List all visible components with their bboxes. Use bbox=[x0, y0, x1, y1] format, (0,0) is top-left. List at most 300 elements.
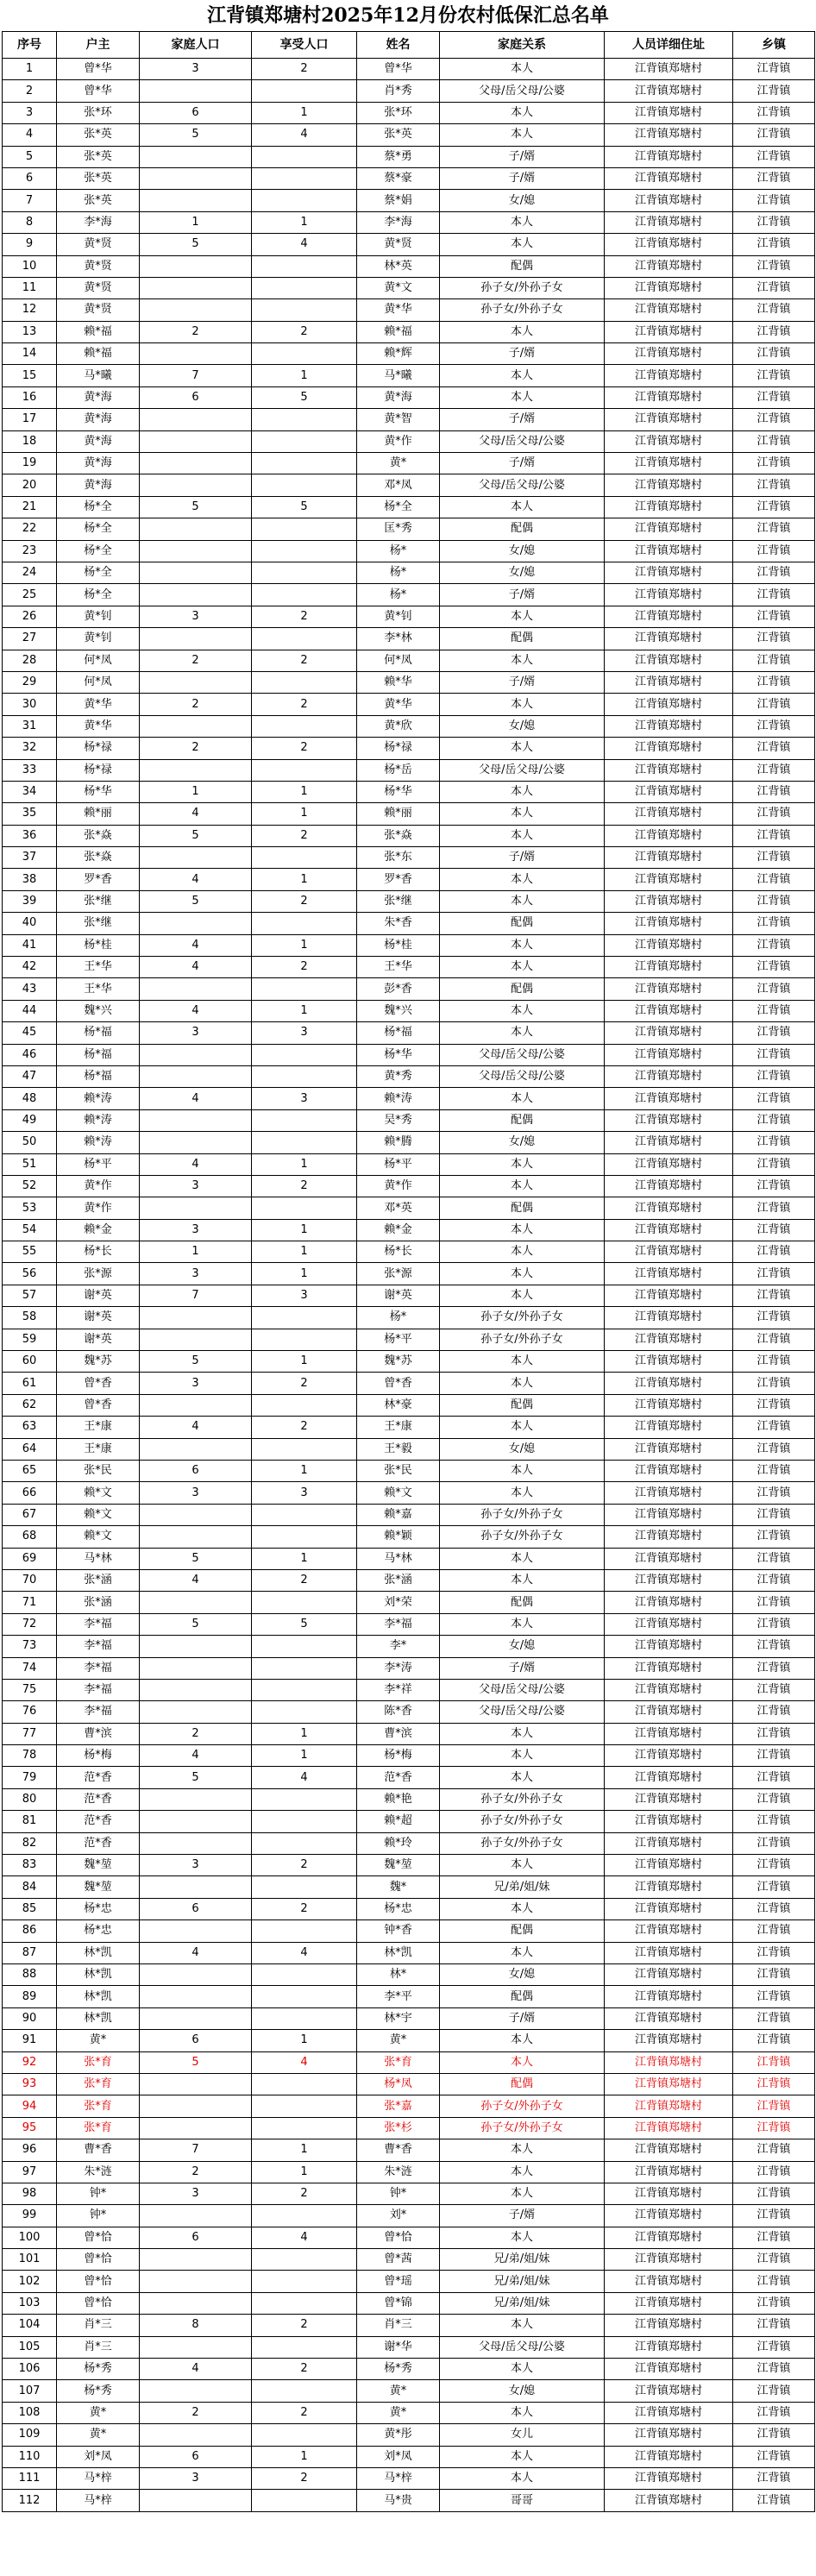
cell-name: 黄*海 bbox=[357, 386, 440, 408]
cell-name: 彭*香 bbox=[357, 978, 440, 1000]
cell-family-size: 3 bbox=[140, 1263, 252, 1285]
cell-benefit-count: 1 bbox=[252, 1241, 357, 1263]
cell-name: 杨* bbox=[357, 562, 440, 583]
cell-name: 杨*全 bbox=[357, 496, 440, 518]
cell-benefit-count bbox=[252, 1065, 357, 1087]
table-row bbox=[3, 934, 815, 956]
cell-family-size bbox=[140, 978, 252, 1000]
table-row bbox=[3, 2336, 815, 2358]
cell-address: 江背镇郑塘村 bbox=[605, 1175, 733, 1197]
cell-township: 江背镇 bbox=[733, 715, 815, 737]
cell-seq: 30 bbox=[3, 694, 57, 715]
cell-family-size: 2 bbox=[140, 738, 252, 759]
cell-name: 邓*英 bbox=[357, 1197, 440, 1219]
cell-benefit-count bbox=[252, 1963, 357, 1985]
table-row bbox=[3, 1373, 815, 1394]
cell-seq: 53 bbox=[3, 1197, 57, 1219]
cell-relationship: 本人 bbox=[440, 102, 605, 123]
cell-address: 江背镇郑塘村 bbox=[605, 584, 733, 606]
cell-township: 江背镇 bbox=[733, 167, 815, 189]
cell-family-size: 7 bbox=[140, 1285, 252, 1306]
cell-relationship: 本人 bbox=[440, 1285, 605, 1306]
cell-seq: 97 bbox=[3, 2161, 57, 2183]
cell-name: 黄*作 bbox=[357, 1175, 440, 1197]
cell-address: 江背镇郑塘村 bbox=[605, 1504, 733, 1525]
cell-family-size bbox=[140, 190, 252, 211]
cell-householder: 黄*作 bbox=[57, 1197, 140, 1219]
cell-address: 江背镇郑塘村 bbox=[605, 1307, 733, 1329]
cell-relationship: 孙子女/外孙子女 bbox=[440, 1307, 605, 1329]
cell-address: 江背镇郑塘村 bbox=[605, 2424, 733, 2446]
cell-address: 江背镇郑塘村 bbox=[605, 890, 733, 912]
cell-family-size: 2 bbox=[140, 2402, 252, 2423]
cell-name: 赖*涛 bbox=[357, 1088, 440, 1109]
table-row bbox=[3, 474, 815, 496]
cell-benefit-count bbox=[252, 1526, 357, 1548]
cell-benefit-count bbox=[252, 1197, 357, 1219]
cell-name: 张*环 bbox=[357, 102, 440, 123]
cell-householder: 林*凯 bbox=[57, 2007, 140, 2029]
table-row bbox=[3, 1855, 815, 1876]
cell-benefit-count: 4 bbox=[252, 124, 357, 146]
cell-relationship: 配偶 bbox=[440, 913, 605, 934]
table-row bbox=[3, 321, 815, 342]
cell-relationship: 本人 bbox=[440, 1548, 605, 1569]
cell-relationship: 本人 bbox=[440, 1855, 605, 1876]
cell-seq: 43 bbox=[3, 978, 57, 1000]
cell-address: 江背镇郑塘村 bbox=[605, 277, 733, 298]
table-row bbox=[3, 1109, 815, 1131]
cell-benefit-count bbox=[252, 1109, 357, 1131]
cell-address: 江背镇郑塘村 bbox=[605, 2117, 733, 2139]
table-row bbox=[3, 2073, 815, 2095]
cell-benefit-count: 1 bbox=[252, 1745, 357, 1767]
cell-township: 江背镇 bbox=[733, 913, 815, 934]
cell-relationship: 子/婿 bbox=[440, 146, 605, 167]
cell-name: 黄* bbox=[357, 2030, 440, 2051]
cell-name: 杨* bbox=[357, 540, 440, 562]
cell-seq: 44 bbox=[3, 1000, 57, 1021]
table-row bbox=[3, 2183, 815, 2204]
cell-seq: 82 bbox=[3, 1832, 57, 1854]
cell-name: 林*英 bbox=[357, 255, 440, 277]
table-row bbox=[3, 1613, 815, 1635]
cell-relationship: 本人 bbox=[440, 1482, 605, 1504]
cell-benefit-count: 2 bbox=[252, 1569, 357, 1591]
cell-address: 江背镇郑塘村 bbox=[605, 628, 733, 650]
cell-benefit-count bbox=[252, 913, 357, 934]
cell-householder: 张*涵 bbox=[57, 1592, 140, 1613]
table-row bbox=[3, 2424, 815, 2446]
table-row bbox=[3, 825, 815, 846]
cell-township: 江背镇 bbox=[733, 2359, 815, 2380]
cell-relationship: 本人 bbox=[440, 2161, 605, 2183]
cell-address: 江背镇郑塘村 bbox=[605, 1855, 733, 1876]
cell-benefit-count bbox=[252, 2424, 357, 2446]
cell-township: 江背镇 bbox=[733, 146, 815, 167]
cell-name: 张*东 bbox=[357, 847, 440, 869]
cell-relationship: 本人 bbox=[440, 1723, 605, 1744]
cell-relationship: 本人 bbox=[440, 1745, 605, 1767]
cell-name: 曾*茜 bbox=[357, 2249, 440, 2271]
cell-name: 杨*平 bbox=[357, 1153, 440, 1175]
cell-name: 蔡*豪 bbox=[357, 167, 440, 189]
table-row bbox=[3, 1285, 815, 1306]
cell-seq: 93 bbox=[3, 2073, 57, 2095]
cell-family-size: 7 bbox=[140, 2139, 252, 2161]
cell-family-size: 4 bbox=[140, 1088, 252, 1109]
cell-householder: 张*英 bbox=[57, 124, 140, 146]
table-row bbox=[3, 1153, 815, 1175]
table-row bbox=[3, 1569, 815, 1591]
cell-address: 江背镇郑塘村 bbox=[605, 1417, 733, 1438]
cell-relationship: 配偶 bbox=[440, 1394, 605, 1416]
cell-township: 江背镇 bbox=[733, 1329, 815, 1350]
cell-benefit-count bbox=[252, 1657, 357, 1679]
cell-householder: 黄*作 bbox=[57, 1175, 140, 1197]
table-row bbox=[3, 650, 815, 671]
cell-householder: 曾*华 bbox=[57, 80, 140, 102]
cell-name: 杨*华 bbox=[357, 781, 440, 802]
cell-relationship: 女/媳 bbox=[440, 562, 605, 583]
cell-address: 江背镇郑塘村 bbox=[605, 694, 733, 715]
table-row bbox=[3, 1329, 815, 1350]
cell-family-size: 1 bbox=[140, 781, 252, 802]
table-row bbox=[3, 2007, 815, 2029]
cell-address: 江背镇郑塘村 bbox=[605, 1197, 733, 1219]
cell-address: 江背镇郑塘村 bbox=[605, 738, 733, 759]
cell-householder: 黄*贤 bbox=[57, 277, 140, 298]
cell-township: 江背镇 bbox=[733, 562, 815, 583]
cell-address: 江背镇郑塘村 bbox=[605, 650, 733, 671]
cell-name: 马*曦 bbox=[357, 365, 440, 386]
cell-householder: 王*康 bbox=[57, 1417, 140, 1438]
cell-benefit-count bbox=[252, 628, 357, 650]
cell-householder: 黄*海 bbox=[57, 474, 140, 496]
cell-seq: 96 bbox=[3, 2139, 57, 2161]
cell-township: 江背镇 bbox=[733, 321, 815, 342]
cell-township: 江背镇 bbox=[733, 738, 815, 759]
cell-name: 刘* bbox=[357, 2205, 440, 2227]
cell-township: 江背镇 bbox=[733, 606, 815, 627]
table-row bbox=[3, 2227, 815, 2248]
cell-family-size: 6 bbox=[140, 1461, 252, 1482]
cell-family-size: 4 bbox=[140, 1000, 252, 1021]
cell-householder: 曾*恰 bbox=[57, 2227, 140, 2248]
cell-relationship: 父母/岳父母/公婆 bbox=[440, 80, 605, 102]
cell-family-size: 4 bbox=[140, 1569, 252, 1591]
cell-name: 马*林 bbox=[357, 1548, 440, 1569]
table-row bbox=[3, 343, 815, 365]
cell-seq: 71 bbox=[3, 1592, 57, 1613]
cell-address: 江背镇郑塘村 bbox=[605, 211, 733, 233]
cell-seq: 16 bbox=[3, 386, 57, 408]
cell-name: 陈*香 bbox=[357, 1701, 440, 1723]
cell-address: 江背镇郑塘村 bbox=[605, 803, 733, 825]
cell-address: 江背镇郑塘村 bbox=[605, 2139, 733, 2161]
cell-address: 江背镇郑塘村 bbox=[605, 1482, 733, 1504]
cell-benefit-count bbox=[252, 343, 357, 365]
cell-township: 江背镇 bbox=[733, 409, 815, 430]
cell-seq: 66 bbox=[3, 1482, 57, 1504]
cell-relationship: 本人 bbox=[440, 496, 605, 518]
cell-township: 江背镇 bbox=[733, 628, 815, 650]
cell-name: 肖*三 bbox=[357, 2315, 440, 2336]
cell-householder: 曾*华 bbox=[57, 59, 140, 80]
cell-address: 江背镇郑塘村 bbox=[605, 167, 733, 189]
cell-township: 江背镇 bbox=[733, 1679, 815, 1700]
cell-township: 江背镇 bbox=[733, 1065, 815, 1087]
table-row bbox=[3, 1767, 815, 1788]
cell-address: 江背镇郑塘村 bbox=[605, 255, 733, 277]
table-row bbox=[3, 2315, 815, 2336]
cell-relationship: 本人 bbox=[440, 386, 605, 408]
cell-family-size: 4 bbox=[140, 934, 252, 956]
cell-address: 江背镇郑塘村 bbox=[605, 2490, 733, 2511]
cell-name: 赖*玲 bbox=[357, 1832, 440, 1854]
cell-relationship: 本人 bbox=[440, 234, 605, 255]
cell-seq: 54 bbox=[3, 1219, 57, 1241]
cell-benefit-count: 1 bbox=[252, 2446, 357, 2467]
cell-householder: 林*凯 bbox=[57, 1942, 140, 1963]
cell-family-size: 5 bbox=[140, 496, 252, 518]
cell-seq: 17 bbox=[3, 409, 57, 430]
cell-householder: 何*凤 bbox=[57, 671, 140, 693]
table-row bbox=[3, 1044, 815, 1065]
cell-family-size: 3 bbox=[140, 1373, 252, 1394]
cell-householder: 王*华 bbox=[57, 957, 140, 978]
table-row bbox=[3, 1000, 815, 1021]
cell-householder: 黄*华 bbox=[57, 715, 140, 737]
cell-family-size bbox=[140, 1307, 252, 1329]
cell-family-size bbox=[140, 1065, 252, 1087]
cell-address: 江背镇郑塘村 bbox=[605, 1986, 733, 2007]
cell-address: 江背镇郑塘村 bbox=[605, 1461, 733, 1482]
cell-address: 江背镇郑塘村 bbox=[605, 1548, 733, 1569]
cell-householder: 杨*秀 bbox=[57, 2359, 140, 2380]
cell-township: 江背镇 bbox=[733, 1767, 815, 1788]
cell-address: 江背镇郑塘村 bbox=[605, 190, 733, 211]
cell-family-size bbox=[140, 1679, 252, 1700]
cell-relationship: 父母/岳父母/公婆 bbox=[440, 759, 605, 781]
table-row bbox=[3, 1811, 815, 1832]
cell-address: 江背镇郑塘村 bbox=[605, 1153, 733, 1175]
cell-relationship: 本人 bbox=[440, 2139, 605, 2161]
cell-township: 江背镇 bbox=[733, 2227, 815, 2248]
cell-name: 曹*香 bbox=[357, 2139, 440, 2161]
cell-seq: 2 bbox=[3, 80, 57, 102]
cell-benefit-count: 2 bbox=[252, 2183, 357, 2204]
cell-address: 江背镇郑塘村 bbox=[605, 540, 733, 562]
cell-name: 林*宇 bbox=[357, 2007, 440, 2029]
cell-family-size: 5 bbox=[140, 825, 252, 846]
cell-benefit-count bbox=[252, 1986, 357, 2007]
table-row bbox=[3, 1788, 815, 1810]
cell-householder: 朱*涟 bbox=[57, 2161, 140, 2183]
cell-address: 江背镇郑塘村 bbox=[605, 2095, 733, 2117]
cell-seq: 86 bbox=[3, 1920, 57, 1942]
cell-seq: 58 bbox=[3, 1307, 57, 1329]
cell-relationship: 孙子女/外孙子女 bbox=[440, 1788, 605, 1810]
cell-benefit-count: 1 bbox=[252, 1219, 357, 1241]
cell-township: 江背镇 bbox=[733, 1022, 815, 1044]
cell-relationship: 本人 bbox=[440, 1351, 605, 1373]
cell-benefit-count: 2 bbox=[252, 738, 357, 759]
cell-name: 赖*辉 bbox=[357, 343, 440, 365]
table-row bbox=[3, 2095, 815, 2117]
cell-address: 江背镇郑塘村 bbox=[605, 1788, 733, 1810]
cell-name: 谢*华 bbox=[357, 2336, 440, 2358]
cell-address: 江背镇郑塘村 bbox=[605, 1832, 733, 1854]
cell-relationship: 本人 bbox=[440, 211, 605, 233]
cell-seq: 74 bbox=[3, 1657, 57, 1679]
cell-householder: 黄*贤 bbox=[57, 234, 140, 255]
cell-family-size: 5 bbox=[140, 1351, 252, 1373]
cell-family-size bbox=[140, 2073, 252, 2095]
cell-relationship: 孙子女/外孙子女 bbox=[440, 1526, 605, 1548]
cell-township: 江背镇 bbox=[733, 2315, 815, 2336]
cell-family-size bbox=[140, 1109, 252, 1131]
cell-benefit-count bbox=[252, 2205, 357, 2227]
cell-seq: 42 bbox=[3, 957, 57, 978]
cell-name: 杨*桂 bbox=[357, 934, 440, 956]
cell-seq: 63 bbox=[3, 1417, 57, 1438]
cell-address: 江背镇郑塘村 bbox=[605, 2359, 733, 2380]
cell-seq: 109 bbox=[3, 2424, 57, 2446]
cell-seq: 13 bbox=[3, 321, 57, 342]
cell-relationship: 子/婿 bbox=[440, 2205, 605, 2227]
cell-relationship: 父母/岳父母/公婆 bbox=[440, 1044, 605, 1065]
cell-relationship: 本人 bbox=[440, 957, 605, 978]
cell-benefit-count: 1 bbox=[252, 934, 357, 956]
cell-township: 江背镇 bbox=[733, 2007, 815, 2029]
cell-householder: 张*育 bbox=[57, 2051, 140, 2073]
cell-relationship: 本人 bbox=[440, 59, 605, 80]
cell-relationship: 本人 bbox=[440, 934, 605, 956]
cell-township: 江背镇 bbox=[733, 453, 815, 474]
table-row bbox=[3, 781, 815, 802]
cell-address: 江背镇郑塘村 bbox=[605, 1065, 733, 1087]
cell-relationship: 子/婿 bbox=[440, 167, 605, 189]
cell-name: 王*康 bbox=[357, 1417, 440, 1438]
cell-seq: 95 bbox=[3, 2117, 57, 2139]
table-row bbox=[3, 803, 815, 825]
cell-seq: 60 bbox=[3, 1351, 57, 1373]
cell-benefit-count bbox=[252, 1504, 357, 1525]
cell-address: 江背镇郑塘村 bbox=[605, 825, 733, 846]
cell-benefit-count bbox=[252, 2073, 357, 2095]
cell-address: 江背镇郑塘村 bbox=[605, 1701, 733, 1723]
cell-family-size bbox=[140, 1132, 252, 1153]
table-row bbox=[3, 234, 815, 255]
cell-seq: 91 bbox=[3, 2030, 57, 2051]
cell-relationship: 父母/岳父母/公婆 bbox=[440, 474, 605, 496]
table-row bbox=[3, 1461, 815, 1482]
cell-name: 杨*禄 bbox=[357, 738, 440, 759]
cell-township: 江背镇 bbox=[733, 1855, 815, 1876]
cell-township: 江背镇 bbox=[733, 2467, 815, 2489]
cell-name: 张*民 bbox=[357, 1461, 440, 1482]
cell-township: 江背镇 bbox=[733, 234, 815, 255]
cell-township: 江背镇 bbox=[733, 957, 815, 978]
cell-name: 黄*文 bbox=[357, 277, 440, 298]
cell-township: 江背镇 bbox=[733, 2205, 815, 2227]
table-row bbox=[3, 1175, 815, 1197]
cell-benefit-count bbox=[252, 1394, 357, 1416]
cell-family-size: 2 bbox=[140, 321, 252, 342]
cell-family-size: 3 bbox=[140, 606, 252, 627]
cell-householder: 魏*堃 bbox=[57, 1876, 140, 1898]
cell-name: 赖*艳 bbox=[357, 1788, 440, 1810]
table-row bbox=[3, 453, 815, 474]
table-row bbox=[3, 869, 815, 890]
cell-relationship: 本人 bbox=[440, 1417, 605, 1438]
cell-address: 江背镇郑塘村 bbox=[605, 2161, 733, 2183]
cell-family-size: 6 bbox=[140, 2446, 252, 2467]
cell-benefit-count bbox=[252, 715, 357, 737]
cell-address: 江背镇郑塘村 bbox=[605, 146, 733, 167]
cell-name: 吴*秀 bbox=[357, 1109, 440, 1131]
cell-name: 李*涛 bbox=[357, 1657, 440, 1679]
cell-relationship: 父母/岳父母/公婆 bbox=[440, 430, 605, 452]
cell-family-size bbox=[140, 1701, 252, 1723]
cell-family-size bbox=[140, 1811, 252, 1832]
table-row bbox=[3, 1241, 815, 1263]
cell-relationship: 配偶 bbox=[440, 2073, 605, 2095]
cell-benefit-count: 2 bbox=[252, 1898, 357, 1919]
cell-name: 林*凯 bbox=[357, 1942, 440, 1963]
cell-benefit-count bbox=[252, 759, 357, 781]
cell-family-size bbox=[140, 167, 252, 189]
cell-family-size: 6 bbox=[140, 2227, 252, 2248]
cell-householder: 杨*桂 bbox=[57, 934, 140, 956]
cell-householder: 黄*贤 bbox=[57, 299, 140, 321]
cell-address: 江背镇郑塘村 bbox=[605, 2205, 733, 2227]
page-title: 江背镇郑塘村2025年12月份农村低保汇总名单 bbox=[207, 4, 609, 27]
cell-benefit-count: 2 bbox=[252, 321, 357, 342]
cell-township: 江背镇 bbox=[733, 1745, 815, 1767]
cell-seq: 85 bbox=[3, 1898, 57, 1919]
cell-seq: 81 bbox=[3, 1811, 57, 1832]
cell-township: 江背镇 bbox=[733, 211, 815, 233]
table-row bbox=[3, 628, 815, 650]
table-row bbox=[3, 957, 815, 978]
cell-address: 江背镇郑塘村 bbox=[605, 2183, 733, 2204]
cell-relationship: 配偶 bbox=[440, 978, 605, 1000]
cell-name: 朱*香 bbox=[357, 913, 440, 934]
table-row bbox=[3, 1263, 815, 1285]
cell-name: 张*英 bbox=[357, 124, 440, 146]
cell-address: 江背镇郑塘村 bbox=[605, 102, 733, 123]
cell-seq: 20 bbox=[3, 474, 57, 496]
cell-householder: 黄*钊 bbox=[57, 628, 140, 650]
cell-address: 江背镇郑塘村 bbox=[605, 1745, 733, 1767]
cell-seq: 61 bbox=[3, 1373, 57, 1394]
cell-township: 江背镇 bbox=[733, 2446, 815, 2467]
cell-householder: 张*继 bbox=[57, 890, 140, 912]
cell-benefit-count: 1 bbox=[252, 1000, 357, 1021]
cell-benefit-count bbox=[252, 190, 357, 211]
cell-householder: 李*福 bbox=[57, 1701, 140, 1723]
cell-seq: 32 bbox=[3, 738, 57, 759]
cell-family-size bbox=[140, 1438, 252, 1460]
cell-name: 匡*秀 bbox=[357, 518, 440, 540]
cell-address: 江背镇郑塘村 bbox=[605, 2227, 733, 2248]
cell-address: 江背镇郑塘村 bbox=[605, 2467, 733, 2489]
cell-benefit-count: 1 bbox=[252, 2030, 357, 2051]
cell-family-size bbox=[140, 2205, 252, 2227]
cell-name: 杨* bbox=[357, 1307, 440, 1329]
